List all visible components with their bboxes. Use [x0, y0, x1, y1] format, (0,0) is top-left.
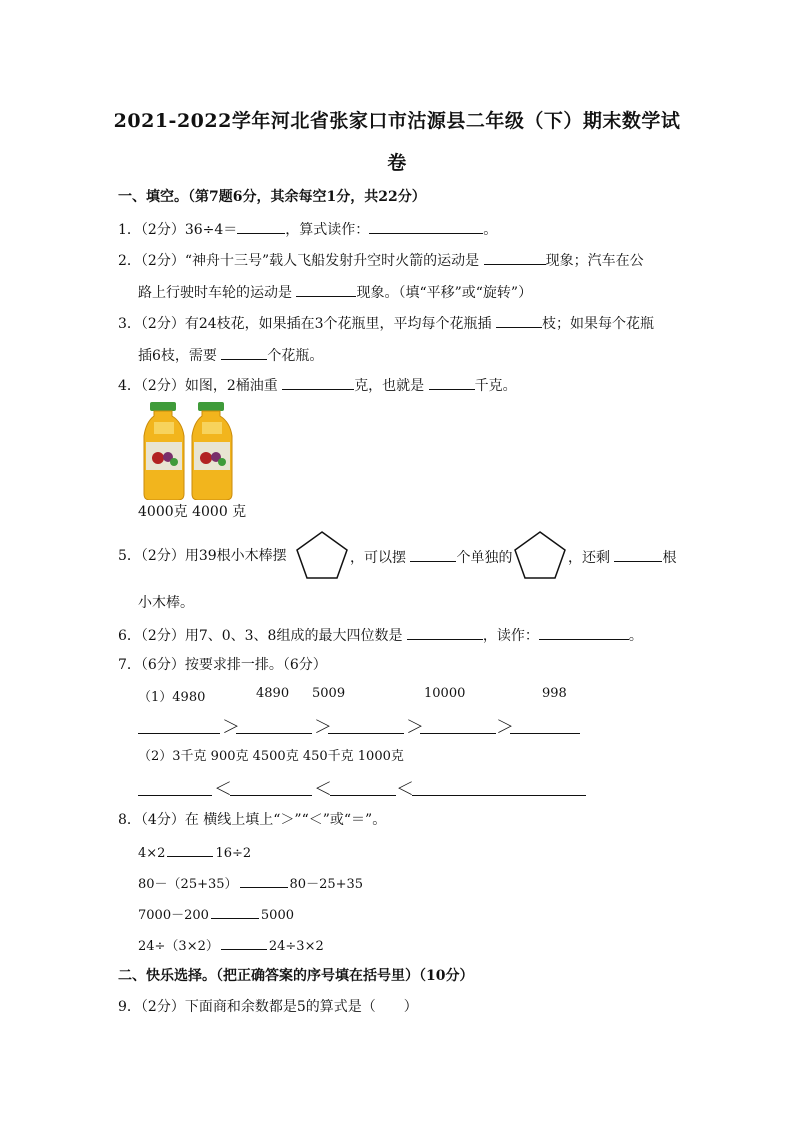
- q8-r4-right: 24÷3×2: [268, 939, 324, 954]
- section-1-heading: 一、填空。（第7题6分，其余每空1分，共22分）: [118, 189, 426, 205]
- q8-r3-left: 7000－200: [138, 908, 209, 923]
- q8-row-2: [138, 872, 363, 895]
- q1-blank-1[interactable]: [237, 218, 285, 234]
- q7-num-1: 4890: [256, 686, 290, 701]
- q1-text-c: 。: [483, 222, 498, 238]
- gt-symbol-3: ＞: [406, 717, 424, 738]
- q3-text-c: 插6枝，需要: [138, 348, 217, 364]
- q8-blank-3[interactable]: [211, 903, 259, 919]
- q8-r2-left: 80－（25+35）: [138, 877, 238, 892]
- q7-order-blank-3[interactable]: [328, 733, 404, 734]
- question-5-line2: 小木棒。: [138, 595, 194, 611]
- q7-order-blank-5[interactable]: [510, 733, 580, 734]
- gt-symbol-4: ＞: [496, 717, 514, 738]
- q5-text-e: 根: [662, 550, 677, 566]
- gt-symbol-2: ＞: [314, 717, 332, 738]
- q7-order-blank-7[interactable]: [230, 795, 312, 796]
- q7-order-blank-4[interactable]: [420, 733, 496, 734]
- question-8-title: 8．（4分）在 横线上填上“＞”“＜”或“＝”。: [118, 812, 387, 828]
- pentagon-shape-icon-1: [294, 530, 350, 580]
- q6-blank-1[interactable]: [407, 624, 483, 640]
- q2-text-b: 现象；汽车在公: [545, 253, 644, 269]
- q7-order-blank-6[interactable]: [138, 795, 212, 796]
- q1-text-a: 1．（2分）36÷4＝: [118, 222, 238, 238]
- q5-text-a: 5．（2分）用39根小木棒摆: [118, 548, 287, 564]
- section-2-heading: 二、快乐选择。（把正确答案的序号填在括号里）（10分）: [118, 968, 474, 984]
- lt-symbol-3: ＜: [396, 779, 414, 800]
- q2-text-c: 路上行驶时车轮的运动是: [138, 285, 292, 301]
- q6-text-a: 6．（2分）用7、0、3、8组成的最大四位数是: [118, 628, 403, 644]
- pentagon-shape-icon-2: [512, 530, 568, 580]
- q2-text-a: 2．（2分）“神舟十三号”载人飞船发射升空时火箭的运动是: [118, 253, 480, 269]
- q7-part1-label: （1）4980: [138, 690, 206, 705]
- q3-text-a: 3．（2分）有24枝花，如果插在3个花瓶里，平均每个花瓶插: [118, 316, 492, 332]
- q5-text-d: ，还剩: [568, 550, 610, 566]
- q8-row-3: [138, 903, 294, 926]
- q2-blank-1[interactable]: [484, 249, 546, 265]
- q5-text-b: ，可以摆: [350, 550, 406, 566]
- oil-bottle-image-1: [140, 402, 188, 500]
- q3-text-d: 个花瓶。: [267, 348, 324, 364]
- oil-bottle-captions: [138, 501, 246, 521]
- page-title-line1: 2021-2022学年河北省张家口市沽源县二年级（下）期末数学试: [113, 110, 681, 132]
- q7-order-blank-1[interactable]: [138, 733, 220, 734]
- q8-row-1: [138, 841, 251, 864]
- q7-num-2: 5009: [312, 686, 346, 701]
- question-3-line2: [138, 344, 323, 366]
- q8-r2-right: 80－25+35: [289, 877, 364, 892]
- q1-text-b: ，算式读作：: [285, 222, 370, 238]
- question-5-part2: [350, 546, 512, 568]
- q8-r3-right: 5000: [260, 908, 294, 923]
- q4-text-a: 4．（2分）如图，2桶油重: [118, 378, 278, 394]
- question-6: [118, 624, 643, 646]
- q4-blank-1[interactable]: [282, 374, 354, 390]
- q6-blank-2[interactable]: [539, 624, 629, 640]
- q8-r1-right: 16÷2: [215, 846, 252, 861]
- oil-bottle-image-2: [188, 402, 236, 500]
- question-2-line2: [138, 281, 532, 303]
- q6-text-b: ，读作：: [482, 628, 539, 644]
- caption-2: 4000 克: [192, 504, 247, 520]
- q8-blank-1[interactable]: [167, 841, 213, 857]
- lt-symbol-2: ＜: [314, 779, 332, 800]
- q3-text-b: 枝；如果每个花瓶: [542, 316, 654, 332]
- lt-symbol-1: ＜: [214, 779, 232, 800]
- question-9: 9．（2分）下面商和余数都是5的算式是（ ）: [118, 999, 418, 1015]
- q8-row-4: [138, 934, 324, 957]
- q7-order-blank-8[interactable]: [330, 795, 396, 796]
- q7-order-blank-2[interactable]: [236, 733, 312, 734]
- question-4: [118, 374, 517, 396]
- gt-symbol-1: ＞: [222, 717, 240, 738]
- q5-blank-2[interactable]: [614, 546, 662, 562]
- question-5: [118, 546, 287, 566]
- q4-blank-2[interactable]: [429, 374, 475, 390]
- caption-1: 4000克: [138, 504, 188, 520]
- question-1: [118, 218, 497, 240]
- q4-text-c: 千克。: [474, 378, 517, 394]
- q7-num-4: 998: [542, 686, 567, 701]
- q5-text-c: 个单独的: [456, 550, 513, 566]
- q7-part2: （2）3千克 900克 4500克 450千克 1000克: [138, 749, 404, 764]
- page-title-line2: 卷: [387, 152, 407, 174]
- q3-blank-2[interactable]: [221, 344, 267, 360]
- q2-text-d: 现象。（填“平移”或“旋转”）: [356, 285, 533, 301]
- q4-text-b: 克，也就是: [354, 378, 425, 394]
- q6-text-c: 。: [628, 628, 643, 644]
- q8-r4-left: 24÷（3×2）: [138, 939, 219, 954]
- question-5-part3: [568, 546, 676, 568]
- q3-blank-1[interactable]: [496, 312, 542, 328]
- q5-blank-1[interactable]: [410, 546, 456, 562]
- q7-num-3: 10000: [424, 686, 466, 701]
- q8-blank-4[interactable]: [221, 934, 267, 950]
- question-2-line1: [118, 249, 644, 271]
- q2-blank-2[interactable]: [296, 281, 356, 297]
- q1-blank-2[interactable]: [369, 218, 483, 234]
- q8-blank-2[interactable]: [240, 872, 288, 888]
- q7-order-blank-9[interactable]: [412, 795, 586, 796]
- question-7-title: 7．（6分）按要求排一排。（6分）: [118, 657, 327, 673]
- q8-r1-left: 4×2: [138, 846, 166, 861]
- question-3-line1: [118, 312, 654, 334]
